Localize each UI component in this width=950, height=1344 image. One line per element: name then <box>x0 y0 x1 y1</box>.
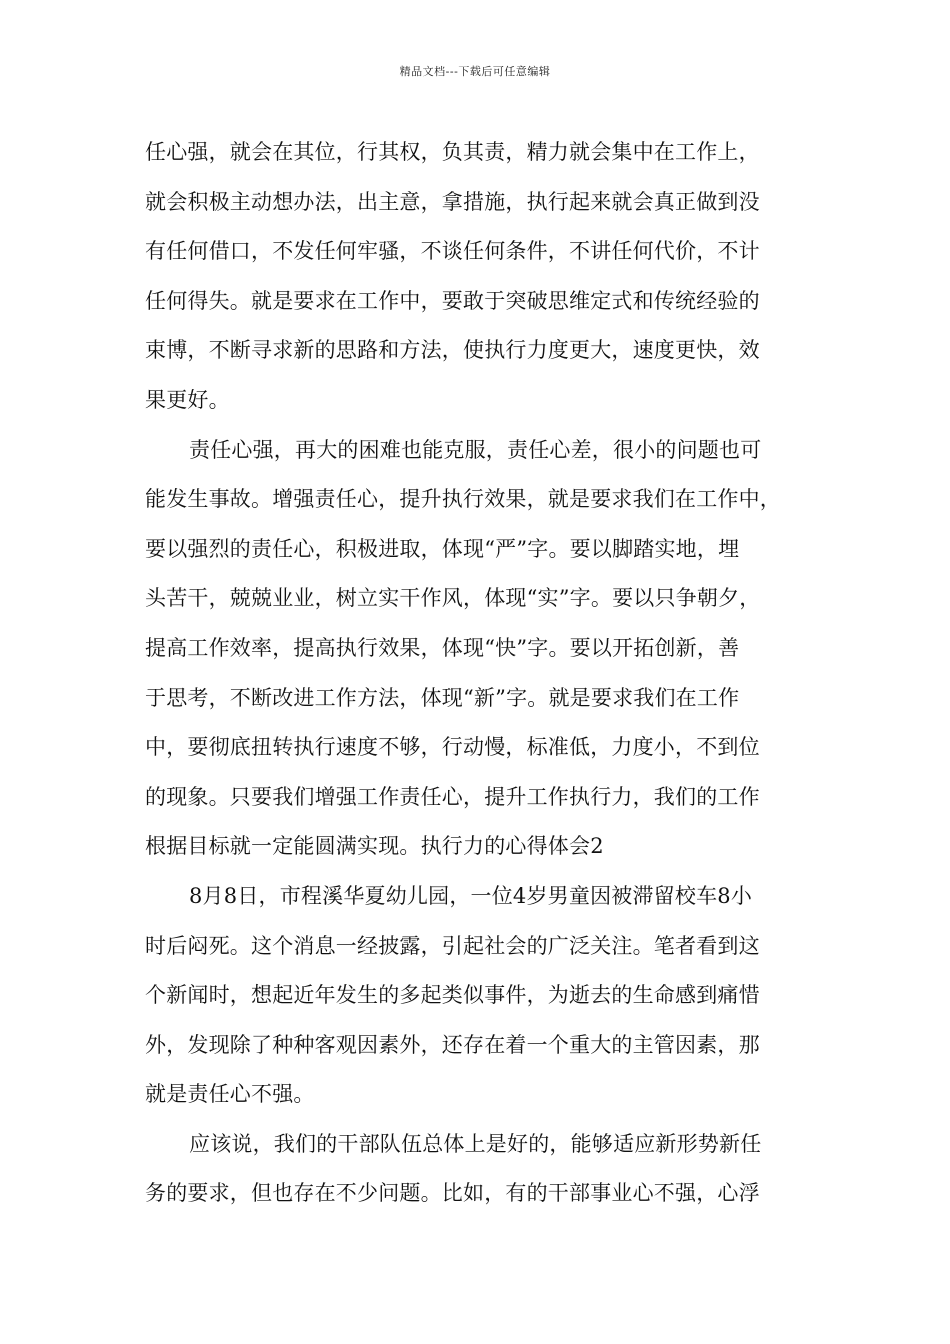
text-line: 的现象。只要我们增强工作责任心，提升工作执行力，我们的工作 <box>145 784 760 809</box>
text-line: 于思考，不断改进工作方法，体现“新”字。就是要求我们在工作 <box>145 685 740 710</box>
document-body <box>145 128 825 1219</box>
text-line: 责任心强，再大的困难也能克服，责任心差，很小的问题也可 <box>189 437 762 462</box>
text-line: 任何得失。就是要求在工作中，要敢于突破思维定式和传统经验的 <box>145 288 760 313</box>
paragraph-3 <box>145 872 825 1120</box>
text-line: 就会积极主动想办法，出主意，拿措施，执行起来就会真正做到没 <box>145 189 760 214</box>
text-line: 果更好。 <box>145 387 230 412</box>
text-line: 束博，不断寻求新的思路和方法，使执行力度更大，速度更快，效 <box>145 338 760 363</box>
text-line: 有任何借口，不发任何牢骚，不谈任何条件，不讲任何代价，不计 <box>145 239 760 264</box>
text-line: 8月8日，市程溪华夏幼儿园，一位4岁男童因被滞留校车8小 <box>189 883 753 908</box>
text-line: 时后闷死。这个消息一经披露，引起社会的广泛关注。笔者看到这 <box>145 933 760 958</box>
paragraph-4 <box>145 1120 825 1219</box>
text-line: 就是责任心不强。 <box>145 1082 315 1107</box>
text-line: 务的要求，但也存在不少问题。比如，有的干部事业心不强，心浮 <box>145 1181 760 1206</box>
paragraph-1 <box>145 128 825 426</box>
text-line: 要以强烈的责任心，积极进取，体现“严”字。要以脚踏实地，埋 <box>145 536 740 561</box>
text-line: 个新闻时，想起近年发生的多起类似事件，为逝去的生命感到痛惜 <box>145 983 760 1008</box>
text-line: 中，要彻底扭转执行速度不够，行动慢，标准低，力度小，不到位 <box>145 735 760 760</box>
text-line: 应该说，我们的干部队伍总体上是好的，能够适应新形势新任 <box>189 1131 762 1156</box>
text-line: 提高工作效率，提高执行效果，体现“快”字。要以开拓创新，善 <box>145 635 740 660</box>
text-line: 能发生事故。增强责任心，提升执行效果，就是要求我们在工作中， <box>145 487 781 512</box>
text-line: 任心强，就会在其位，行其权，负其责，精力就会集中在工作上， <box>145 140 760 164</box>
text-line: 根据目标就一定能圆满实现。执行力的心得体会2 <box>145 834 604 859</box>
text-line: 外，发现除了种种客观因素外，还存在着一个重大的主管因素，那 <box>145 1032 760 1057</box>
paragraph-2 <box>145 426 825 872</box>
page-header: 精品文档---下载后可任意编辑 <box>399 65 551 78</box>
text-line: 头苦干，兢兢业业，树立实干作风，体现“实”字。要以只争朝夕， <box>145 586 761 611</box>
